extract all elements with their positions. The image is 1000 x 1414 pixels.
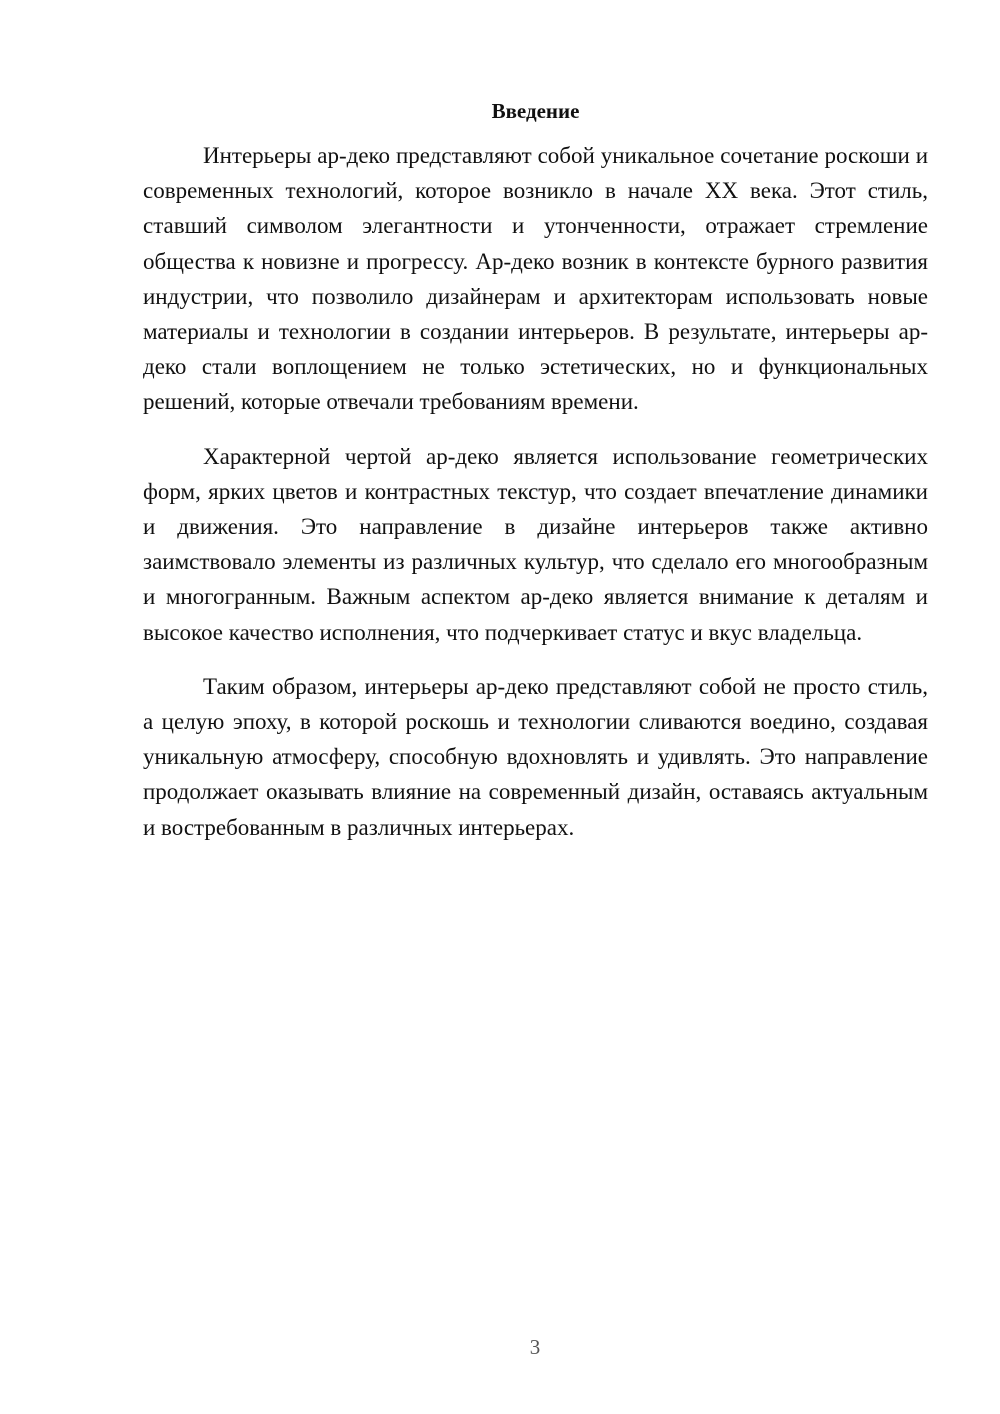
paragraph-3: Таким образом, интерьеры ар-деко представляют собой не просто стиль, а целую эпоху, в которой роскошь и технологии сливаются воедино, создавая уникальную атмосферу, способную вдохновлять и удивлять. Это направление продолжает оказывать влияние на современный дизайн, оставаясь актуальным и востребованным в различных интерьерах. [143, 673, 928, 840]
paragraph-1: Интерьеры ар-деко представляют собой уникальное сочетание роскоши и современных технологий, которое возникло в начале XX века. Этот стиль, ставший символом элегантности и утонченности, отражает стремление общества к новизне и прогрессу. Ар-деко возник в контексте бурного развития индустрии, что позволило дизайнерам и архитекторам использовать новые материалы и технологии в создании интерьеров. В результате, интерьеры ар-деко стали воплощением не только эстетических, но и функциональных решений, которые отвечали требованиям времени. [143, 143, 928, 415]
paragraph-2: Характерной чертой ар-деко является использование геометрических форм, ярких цветов и контрастных текстур, что создает впечатление динамики и движения. Это направление в дизайне интерьеров также активно заимствовало элементы из различных культур, что сделало его многообразным и многогранным. Важным аспектом ар-деко является внимание к деталям и высокое качество исполнения, что подчеркивает статус и вкус владельца. [143, 443, 928, 645]
document-body [143, 96, 928, 864]
page-number: 3 [529, 1335, 541, 1359]
section-title: Введение [491, 99, 580, 123]
